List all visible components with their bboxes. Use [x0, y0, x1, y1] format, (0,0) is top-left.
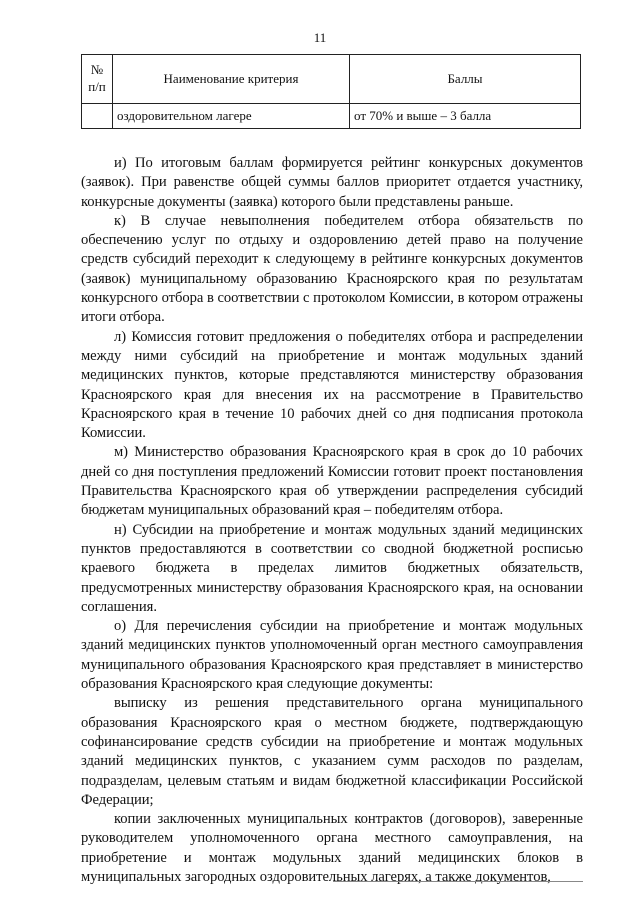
paragraph-k: к) В случае невыполнения победителем отбора обязательств по обеспечению услуг по отдыху и оздоровлению детей право на получение средств субсидий переходит к следующему в рейтинге конкурсных документов (заявок) муниципальному образованию Красноярского края по результатам конкурсного отбора в соответствии с протоколом Комиссии, в котором отражены итоги отбора. [81, 212, 583, 326]
paragraph-extract: выписку из решения представительного органа муниципального образования Красноярского края о местном бюджете, подтверждающую софинансирование средств субсидии на приобретение и монтаж модульных зданий медицинских пунктов, с указанием сумм расходов по разделам, подразделам, целевым статьям и видам бюджетной классификации Российской Федерации; [81, 695, 583, 808]
header-number-text: № п/п [88, 62, 106, 94]
footer-rule [333, 881, 583, 882]
paragraph-l: л) Комиссия готовит предложения о победителях отбора и распределении между ними субсидий на приобретение и монтаж модульных зданий медицинских пунктов, которые представляются министерству образования Красноярского края для внесения их на рассмотрение в Правительство Красноярского края в течение 10 рабочих дней со дня подписания протокола Комиссии. [81, 328, 583, 442]
page-number: 11 [313, 30, 327, 45]
table-header-row [82, 55, 581, 104]
paragraph-i: и) По итоговым баллам формируется рейтинг конкурсных документов (заявок). При равенстве общей суммы баллов приоритет отдается участнику, конкурсные документы (заявка) которого были представлены раньше. [81, 155, 583, 210]
header-number [82, 55, 113, 104]
paragraph-n: н) Субсидии на приобретение и монтаж модульных зданий медицинских пунктов предоставляются в соответствии со сводной бюджетной росписью краевого бюджета в пределах лимитов бюджетных обязательств, предусмотренных министерству образования Красноярского края, на основании соглашения. [81, 521, 583, 615]
header-score: Баллы [350, 55, 581, 104]
paragraph-o: о) Для перечисления субсидии на приобретение и монтаж модульных зданий медицинских пунктов уполномоченный орган местного самоуправления муниципального образования Красноярского края представляет в министерство образования Красноярского края следующие документы: [81, 618, 583, 693]
paragraph-contracts: копии заключенных муниципальных контрактов (договоров), заверенные руководителем уполномоченного органа местного самоуправления, на приобретение и монтаж модульных зданий медицинских блоков в муниципальных загородных оздоровительных лагерях, а также документов, [81, 811, 583, 885]
paragraph-m: м) Министерство образования Красноярского края в срок до 10 рабочих дней со дня поступления предложений Комиссии готовит проект постановления Правительства Красноярского края об утверждении распределения субсидий бюджетам муниципальных образований края – победителям отбора. [81, 444, 583, 519]
row-score: от 70% и выше – 3 балла [350, 104, 581, 129]
body-text [81, 154, 583, 887]
criteria-table [81, 54, 581, 129]
table-row [82, 104, 581, 129]
row-number [82, 104, 113, 129]
row-criterion-name: оздоровительном лагере [113, 104, 350, 129]
header-criterion-name: Наименование критерия [113, 55, 350, 104]
